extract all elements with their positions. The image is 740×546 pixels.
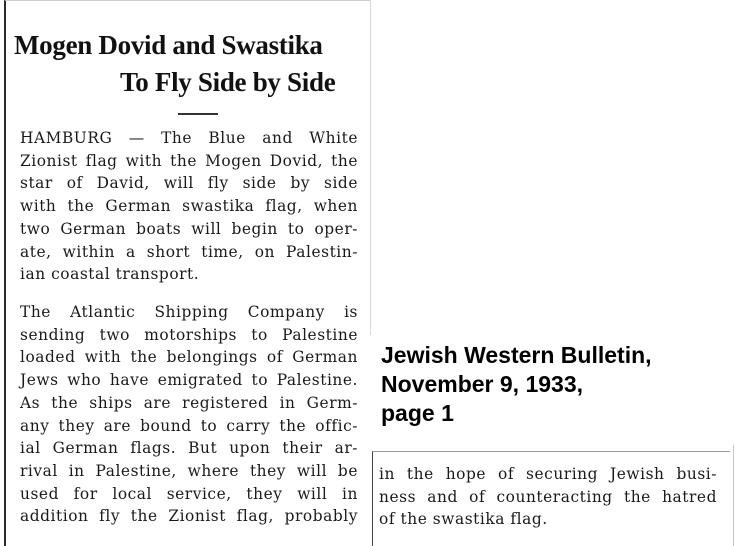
headline-divider [178, 113, 218, 115]
headline-line-2: To Fly Side by Side [120, 67, 336, 97]
article-paragraph-2 [20, 301, 358, 528]
article-continuation [379, 463, 717, 531]
source-caption [381, 341, 736, 428]
text-line: ate, within a short time, on Palestin- [20, 242, 358, 261]
text-line: addition fly the Zionist flag, probably [20, 507, 358, 526]
text-line: ial German flags. But upon their ar- [20, 439, 358, 458]
headline-line-1: Mogen Dovid and Swastika [14, 30, 323, 60]
text-line: The Atlantic Shipping Company is [20, 303, 358, 321]
text-line: rival in Palestine, where they will be [20, 461, 358, 480]
text-line: in the hope of securing Jewish busi- [379, 465, 717, 483]
caption-date: November 9, 1933, [381, 371, 584, 397]
text-line: used for local service, they will in [20, 484, 358, 503]
text-line: As the ships are registered in Germ- [20, 393, 358, 412]
text-line: sending two motorships to Palestine [20, 325, 358, 344]
text-line: with the German swastika flag, when [20, 197, 358, 216]
text-line: ian coastal transport. [20, 265, 200, 284]
text-line: Zionist flag with the Mogen Dovid, the [20, 151, 358, 170]
text-line: ness and of counteracting the hatred [379, 487, 717, 506]
text-line: of the swastika flag. [379, 510, 548, 529]
text-line: any they are bound to carry the offic- [20, 416, 358, 435]
column-edge-line [370, 0, 371, 335]
text-line: two German boats will begin to oper- [20, 219, 358, 238]
text-line: star of David, will fly side by side [20, 174, 358, 193]
text-line: HAMBURG — The Blue and White [20, 129, 358, 147]
caption-page: page 1 [381, 400, 454, 426]
newspaper-clipping-continuation [372, 451, 730, 546]
text-line: loaded with the belongings of German [20, 348, 358, 367]
clipping-edge-line [733, 445, 734, 546]
newspaper-clipping-main-column [4, 0, 370, 546]
text-line: Jews who have emigrated to Palestine. [20, 371, 358, 390]
article-paragraph-1 [20, 127, 358, 286]
caption-publication: Jewish Western Bulletin, [381, 342, 652, 368]
